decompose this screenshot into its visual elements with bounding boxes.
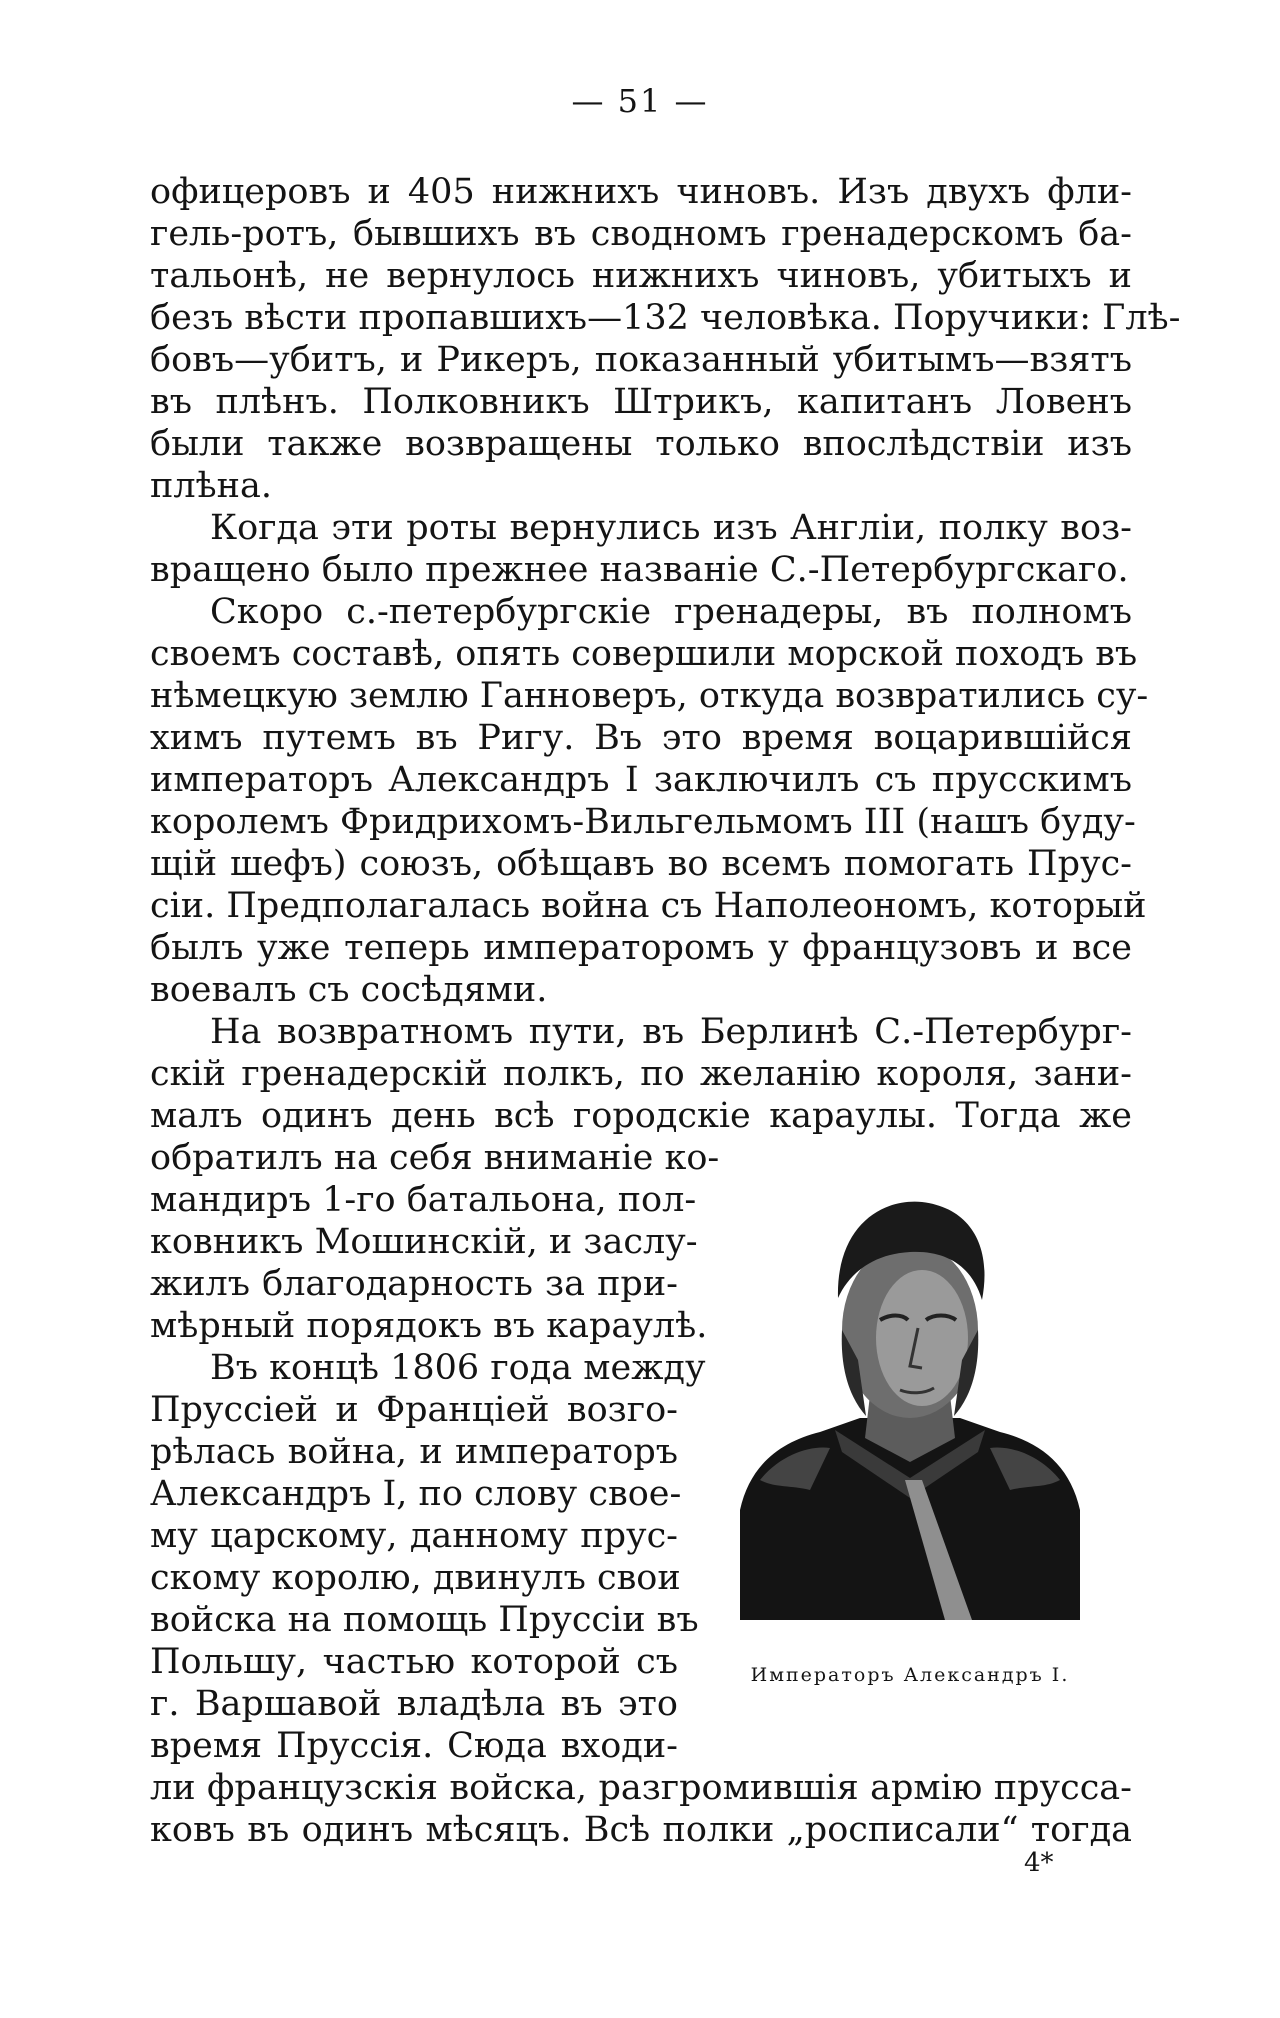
- text-line: жилъ благодарность за при-: [150, 1264, 678, 1304]
- text-line: химъ путемъ въ Ригу. Въ это время воцарившійся: [150, 718, 1132, 758]
- paragraph-start-line: Скоро с.-петербургскіе гренадеры, въ полномъ: [210, 592, 1132, 632]
- text-line: нѣмецкую землю Ганноверъ, откуда возвратились су-: [150, 676, 1149, 716]
- text-line: были также возвращены только впослѣдствіи изъ: [150, 424, 1132, 464]
- text-line: своемъ составѣ, опять совершили морской походъ въ: [150, 634, 1138, 674]
- text-line: щій шефъ) союзъ, обѣщавъ во всемъ помогать Прус-: [150, 844, 1132, 884]
- text-line: г. Варшавой владѣла въ это: [150, 1684, 678, 1724]
- text-line: безъ вѣсти пропавшихъ—132 человѣка. Поручики: Глѣ-: [150, 298, 1181, 338]
- text-line: сіи. Предполагалась война съ Наполеономъ, который: [150, 886, 1147, 926]
- portrait-caption: Императоръ Александръ I.: [750, 1664, 1070, 1686]
- text-line: мѣрный порядокъ въ караулѣ.: [150, 1306, 708, 1346]
- text-line: малъ одинъ день всѣ городскіе караулы. Тогда же: [150, 1096, 1132, 1136]
- text-line: былъ уже теперь императоромъ у французовъ и все: [150, 928, 1132, 968]
- text-line: плѣна.: [150, 466, 272, 506]
- text-line: мандиръ 1-го батальона, пол-: [150, 1180, 697, 1220]
- text-line: му царскому, данному прус-: [150, 1516, 678, 1556]
- text-line: ковникъ Мошинскій, и заслу-: [150, 1222, 698, 1262]
- text-line: бовъ—убитъ, и Рикеръ, показанный убитымъ—взятъ: [150, 340, 1132, 380]
- text-line: скій гренадерскій полкъ, по желанію короля, зани-: [150, 1054, 1132, 1094]
- page-number: — 51 —: [571, 82, 709, 120]
- text-line: обратилъ на себя вниманіе ко-: [150, 1138, 720, 1178]
- text-line: ли французскія войска, разгромившія армію прусса-: [150, 1768, 1132, 1808]
- paragraph-start-line: Въ концѣ 1806 года между: [210, 1348, 706, 1388]
- text-line: рѣлась война, и императоръ: [150, 1432, 678, 1472]
- text-line: скому королю, двинулъ свои: [150, 1558, 681, 1598]
- text-line: воевалъ съ сосѣдями.: [150, 970, 548, 1010]
- text-line: Пруссіей и Франціей возго-: [150, 1390, 678, 1430]
- text-line: императоръ Александръ I заключилъ съ прусскимъ: [150, 760, 1132, 800]
- portrait-illustration: [740, 1180, 1080, 1620]
- text-line: Польшу, частью которой съ: [150, 1642, 678, 1682]
- text-line: офицеровъ и 405 нижнихъ чиновъ. Изъ двухъ фли-: [150, 172, 1132, 212]
- text-line: Александръ I, по слову свое-: [150, 1474, 682, 1514]
- text-line: время Пруссія. Сюда входи-: [150, 1726, 678, 1766]
- text-line: тальонѣ, не вернулось нижнихъ чиновъ, убитыхъ и: [150, 256, 1132, 296]
- text-line: въ плѣнъ. Полковникъ Штрикъ, капитанъ Ловенъ: [150, 382, 1132, 422]
- text-line: гель-ротъ, бывшихъ въ сводномъ гренадерскомъ ба-: [150, 214, 1132, 254]
- text-line: войска на помощь Пруссіи въ: [150, 1600, 699, 1640]
- text-line: ковъ въ одинъ мѣсяцъ. Всѣ полки „росписали“ тогда: [150, 1810, 1132, 1850]
- text-line: королемъ Фридрихомъ-Вильгельмомъ III (нашъ буду-: [150, 802, 1136, 842]
- text-line: вращено было прежнее названіе С.-Петербургскаго.: [150, 550, 1129, 590]
- paragraph-start-line: Когда эти роты вернулись изъ Англіи, полку воз-: [210, 508, 1132, 548]
- paragraph-start-line: На возвратномъ пути, въ Берлинѣ С.-Петербург-: [210, 1012, 1132, 1052]
- signature-mark: 4*: [1024, 1848, 1054, 1878]
